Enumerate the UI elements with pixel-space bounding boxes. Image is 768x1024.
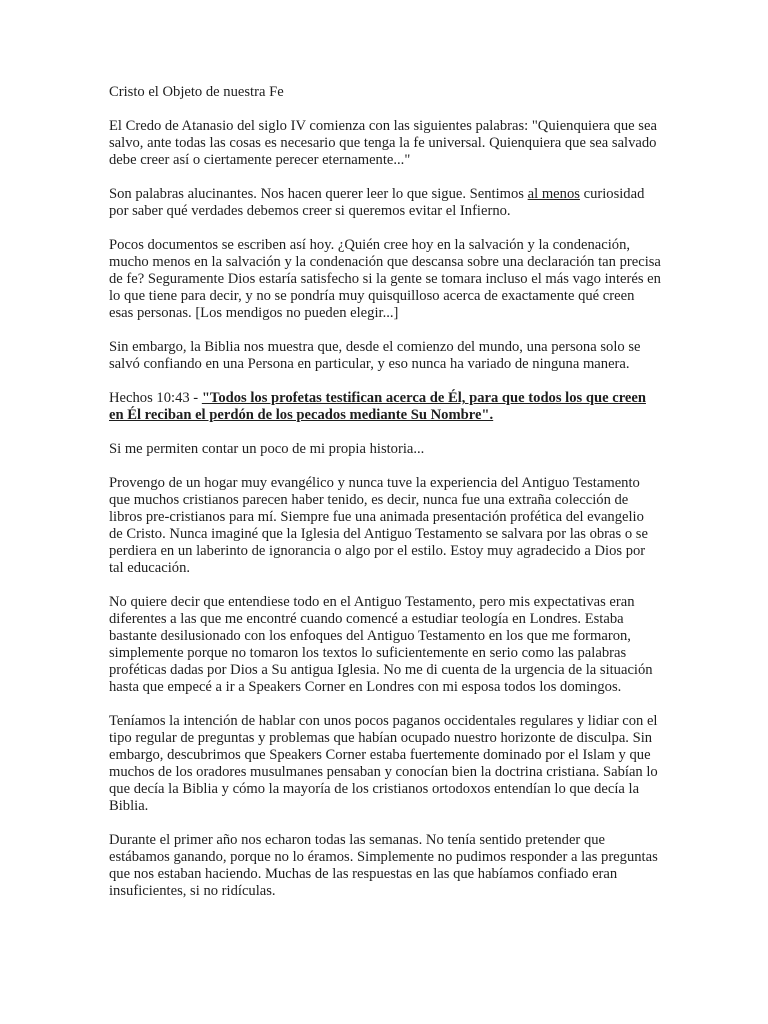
verse-reference: Hechos 10:43 - [109, 390, 202, 406]
paragraph-few-documents: Pocos documentos se escriben así hoy. ¿Quién cree hoy en la salvación y la condenación, mucho menos en la salvación y la condenación que descansa sobre una declaración tan precisa de fe? Seguramente Dios estaría satisfecho si la gente se tomara incluso el más vago interés en lo que tiene para decir, y no se pondría muy quisquilloso acerca de exactamente qué creen esas personas. [Los mendigos no pueden elegir...] [109, 237, 661, 321]
paragraph-london-theology: No quiere decir que entendiese todo en el Antiguo Testamento, pero mis expectativas eran diferentes a las que me encontré cuando comencé a estudiar teología en Londres. Estaba bastante desilusionado con los enfoques del Antiguo Testamento en los que me formaron, simplemente porque no tomaron los textos lo suficientemente en serio como las palabras proféticas dadas por Dios a Su antigua Iglesia. No me di cuenta de la urgencia de la situación hasta que empecé a ir a Speakers Corner en Londres con mi esposa todos los domingos. [109, 594, 653, 695]
paragraph-curiosity-start: Son palabras alucinantes. Nos hacen querer leer lo que sigue. Sentimos [109, 186, 528, 202]
paragraph-curiosity-end: curiosidad por saber qué verdades debemos creer si queremos evitar el Infierno. [109, 186, 645, 219]
paragraph-speakers-corner: Teníamos la intención de hablar con unos pocos paganos occidentales regulares y lidiar con el tipo regular de preguntas y problemas que habían ocupado nuestro horizonte de disculpa. Sin embargo, descubrimos que Speakers Corner estaba fuertemente dominado por el Islam y que muchos de los oradores musulmanes pensaban y conocían bien la doctrina cristiana. Sabían lo que decía la Biblia y cómo la mayoría de los cristianos ortodoxos entendían lo que decía la Biblia. [109, 713, 658, 814]
bible-verse [109, 390, 661, 424]
document-title: Cristo el Objeto de nuestra Fe [109, 84, 284, 100]
paragraph-evangelical-home: Provengo de un hogar muy evangélico y nunca tuve la experiencia del Antiguo Testamento que muchos cristianos parecen haber tenido, es decir, nunca fue una extraña colección de libros pre-cristianos para mí. Siempre fue una animada presentación profética del evangelio de Cristo. Nunca imaginé que la Iglesia del Antiguo Testamento se salvara por las obras o se perdiera en un laberinto de ignorancia o algo por el estilo. Estoy muy agradecido a Dios por tal educación. [109, 475, 648, 576]
paragraph-curiosity [109, 186, 661, 220]
paragraph-creed: El Credo de Atanasio del siglo IV comienza con las siguientes palabras: "Quienquiera que sea salvo, ante todas las cosas es necesario que tenga la fe universal. Quienquiera que sea salvado debe creer así o ciertamente perecer eternamente..." [109, 118, 657, 168]
paragraph-first-year: Durante el primer año nos echaron todas las semanas. No tenía sentido pretender que estábamos ganando, porque no lo éramos. Simplemente no pudimos responder a las preguntas que nos estaban haciendo. Muchas de las respuestas en las que habíamos confiado eran insuficientes, si no ridículas. [109, 832, 658, 899]
document-page [109, 84, 661, 917]
paragraph-my-story: Si me permiten contar un poco de mi propia historia... [109, 441, 425, 457]
underlined-phrase: al menos [527, 186, 580, 202]
paragraph-bible-shows: Sin embargo, la Biblia nos muestra que, desde el comienzo del mundo, una persona solo se salvó confiando en una Persona en particular, y eso nunca ha variado de ninguna manera. [109, 339, 641, 372]
verse-quote: "Todos los profetas testifican acerca de Él, para que todos los que creen en Él reciban el perdón de los pecados mediante Su Nombre". [109, 390, 646, 423]
